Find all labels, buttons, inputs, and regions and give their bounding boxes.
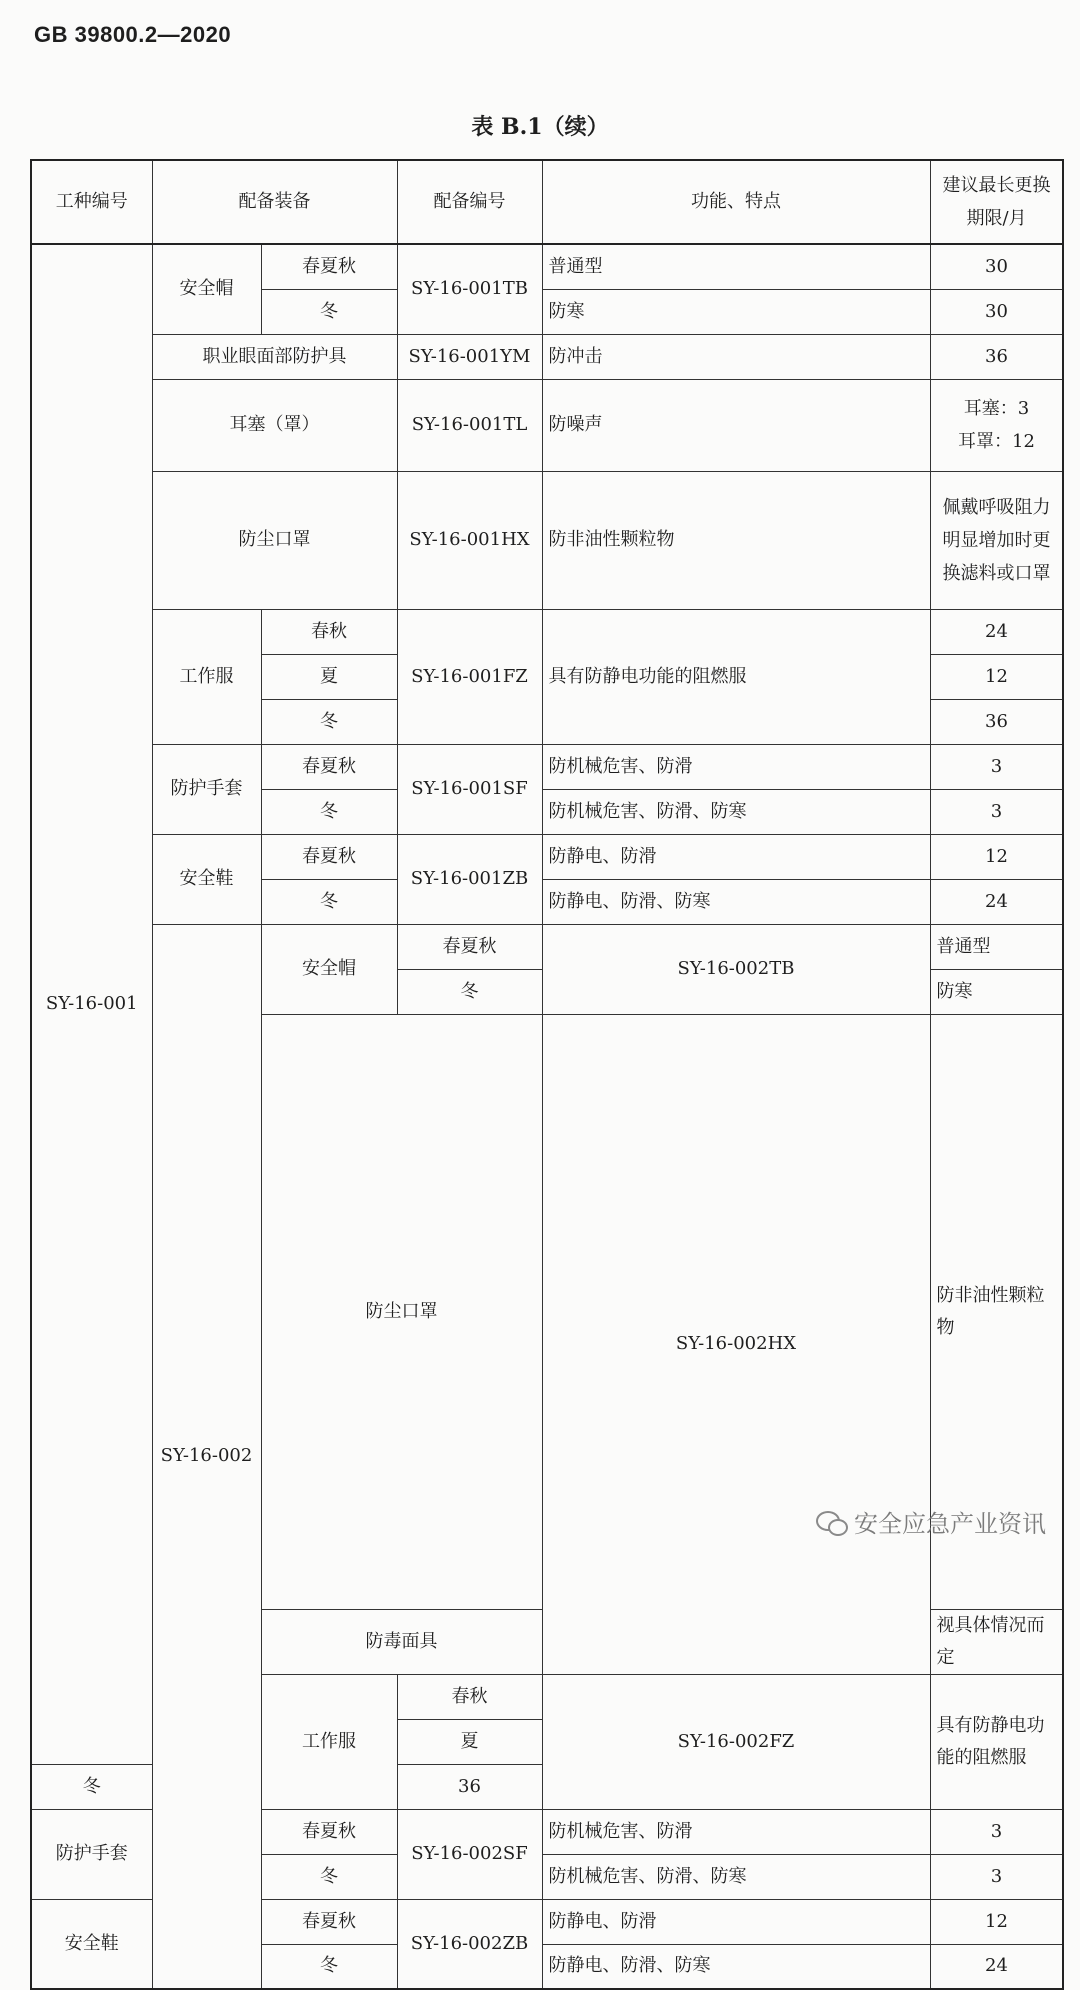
season-cell: 夏: [397, 1719, 542, 1764]
feature-cell: 具有防静电功能的阻燃服: [930, 1674, 1063, 1809]
period-cell: 3: [930, 744, 1063, 789]
wechat-icon: [816, 1509, 848, 1535]
season-cell: 冬: [261, 699, 397, 744]
feature-cell: 防机械危害、防滑、防寒: [542, 1854, 930, 1899]
equip-code-cell: SY-16-002HX: [542, 1014, 930, 1674]
equipment-table: [30, 159, 1064, 1990]
period-cell: [930, 379, 1063, 471]
feature-cell: 防冲击: [542, 334, 930, 379]
period-cell: 36: [930, 699, 1063, 744]
watermark-text: 安全应急产业资讯: [854, 1510, 1046, 1538]
period-cell: 24: [930, 609, 1063, 654]
season-cell: 冬: [261, 789, 397, 834]
season-cell: 春夏秋: [261, 244, 397, 289]
feature-cell: 具有防静电功能的阻燃服: [542, 609, 930, 744]
equipment-name-cell: 安全鞋: [31, 1899, 152, 1989]
period-cell: 12: [930, 834, 1063, 879]
header-equipment: 配备装备: [152, 160, 397, 244]
period-line: 换滤料或口罩: [942, 562, 1051, 584]
season-cell: 春秋: [261, 609, 397, 654]
period-cell: 36: [930, 334, 1063, 379]
feature-cell: 防寒: [930, 969, 1063, 1014]
header-equip-code: 配备编号: [397, 160, 542, 244]
period-cell: 24: [930, 879, 1063, 924]
period-line: 佩戴呼吸阻力: [942, 496, 1051, 518]
feature-cell: 防寒: [542, 289, 930, 334]
season-cell: 夏: [261, 654, 397, 699]
equip-code-cell: SY-16-001YM: [397, 334, 542, 379]
equipment-name-cell: 耳塞（罩）: [152, 379, 397, 471]
equipment-name-cell: 防尘口罩: [261, 1014, 542, 1609]
feature-cell: 防机械危害、防滑: [542, 744, 930, 789]
season-cell: 春秋: [397, 1674, 542, 1719]
table-row: [31, 924, 1063, 969]
period-cell: 12: [930, 654, 1063, 699]
period-cell: 3: [930, 789, 1063, 834]
equip-code-cell: SY-16-002SF: [397, 1809, 542, 1899]
period-cell: 30: [930, 289, 1063, 334]
equip-code-cell: SY-16-002ZB: [397, 1899, 542, 1989]
table-header-row: [31, 160, 1063, 244]
feature-cell: 防静电、防滑: [542, 834, 930, 879]
season-cell: 冬: [261, 879, 397, 924]
job-code-cell: SY-16-001: [31, 244, 152, 1764]
job-code-cell: SY-16-002: [152, 924, 261, 1989]
table-row: [31, 244, 1063, 289]
watermark: [816, 1504, 1046, 1539]
season-cell: 春夏秋: [261, 744, 397, 789]
feature-cell: 防噪声: [542, 379, 930, 471]
season-cell: 春夏秋: [261, 1899, 397, 1944]
standard-code: GB 39800.2—2020: [34, 22, 232, 47]
feature-cell: 防非油性颗粒物: [542, 471, 930, 609]
equip-code-cell: SY-16-002TB: [542, 924, 930, 1014]
feature-cell: 普通型: [930, 924, 1063, 969]
equip-code-cell: SY-16-001TL: [397, 379, 542, 471]
feature-cell: 防静电、防滑、防寒: [542, 1944, 930, 1989]
equipment-name-cell: 防尘口罩: [152, 471, 397, 609]
table-title: 表 B.1（续）: [471, 114, 609, 140]
header-period: 建议最长更换期限/月: [930, 160, 1063, 244]
equipment-name-cell: 安全帽: [261, 924, 397, 1014]
equipment-name-cell: 防护手套: [31, 1809, 152, 1899]
table-row: [31, 834, 1063, 879]
season-cell: 春夏秋: [397, 924, 542, 969]
feature-cell: 防机械危害、防滑: [542, 1809, 930, 1854]
period-cell: 3: [930, 1854, 1063, 1899]
season-cell: 冬: [261, 289, 397, 334]
equipment-name-cell: 安全鞋: [152, 834, 261, 924]
table-row: [31, 744, 1063, 789]
period-line: 耳罩：12: [958, 431, 1035, 452]
equipment-name-cell: 工作服: [261, 1674, 397, 1809]
equip-code-cell: SY-16-001TB: [397, 244, 542, 334]
season-cell: 冬: [261, 1854, 397, 1899]
feature-cell: 普通型: [542, 244, 930, 289]
feature-cell: 防机械危害、防滑、防寒: [542, 789, 930, 834]
equip-code-cell: SY-16-001SF: [397, 744, 542, 834]
header-feature: 功能、特点: [542, 160, 930, 244]
period-cell: 24: [930, 1944, 1063, 1989]
period-cell: 12: [930, 1899, 1063, 1944]
period-cell: [930, 471, 1063, 609]
equipment-name-cell: 安全帽: [152, 244, 261, 334]
table-row: [31, 334, 1063, 379]
period-cell: 36: [397, 1764, 542, 1809]
table-row: [31, 471, 1063, 609]
period-cell: 3: [930, 1809, 1063, 1854]
equipment-name-cell: 防毒面具: [261, 1609, 542, 1674]
equipment-name-cell: 职业眼面部防护具: [152, 334, 397, 379]
header-job-code: 工种编号: [31, 160, 152, 244]
table-row: [31, 379, 1063, 471]
equip-code-cell: SY-16-001HX: [397, 471, 542, 609]
feature-cell: 防静电、防滑、防寒: [542, 879, 930, 924]
season-cell: 春夏秋: [261, 834, 397, 879]
feature-cell: 防静电、防滑: [542, 1899, 930, 1944]
equipment-name-cell: 工作服: [152, 609, 261, 744]
season-cell: 冬: [31, 1764, 152, 1809]
equipment-name-cell: 防护手套: [152, 744, 261, 834]
period-cell: 30: [930, 244, 1063, 289]
equip-code-cell: SY-16-002FZ: [542, 1674, 930, 1809]
table-row: [31, 609, 1063, 654]
period-line: 明显增加时更: [942, 529, 1051, 551]
season-cell: 冬: [261, 1944, 397, 1989]
equip-code-cell: SY-16-001FZ: [397, 609, 542, 744]
period-line: 耳塞：3: [963, 398, 1030, 419]
feature-cell: 防非油性颗粒物: [930, 1014, 1063, 1609]
feature-cell: 视具体情况而定: [930, 1609, 1063, 1674]
season-cell: 春夏秋: [261, 1809, 397, 1854]
equip-code-cell: SY-16-001ZB: [397, 834, 542, 924]
season-cell: 冬: [397, 969, 542, 1014]
